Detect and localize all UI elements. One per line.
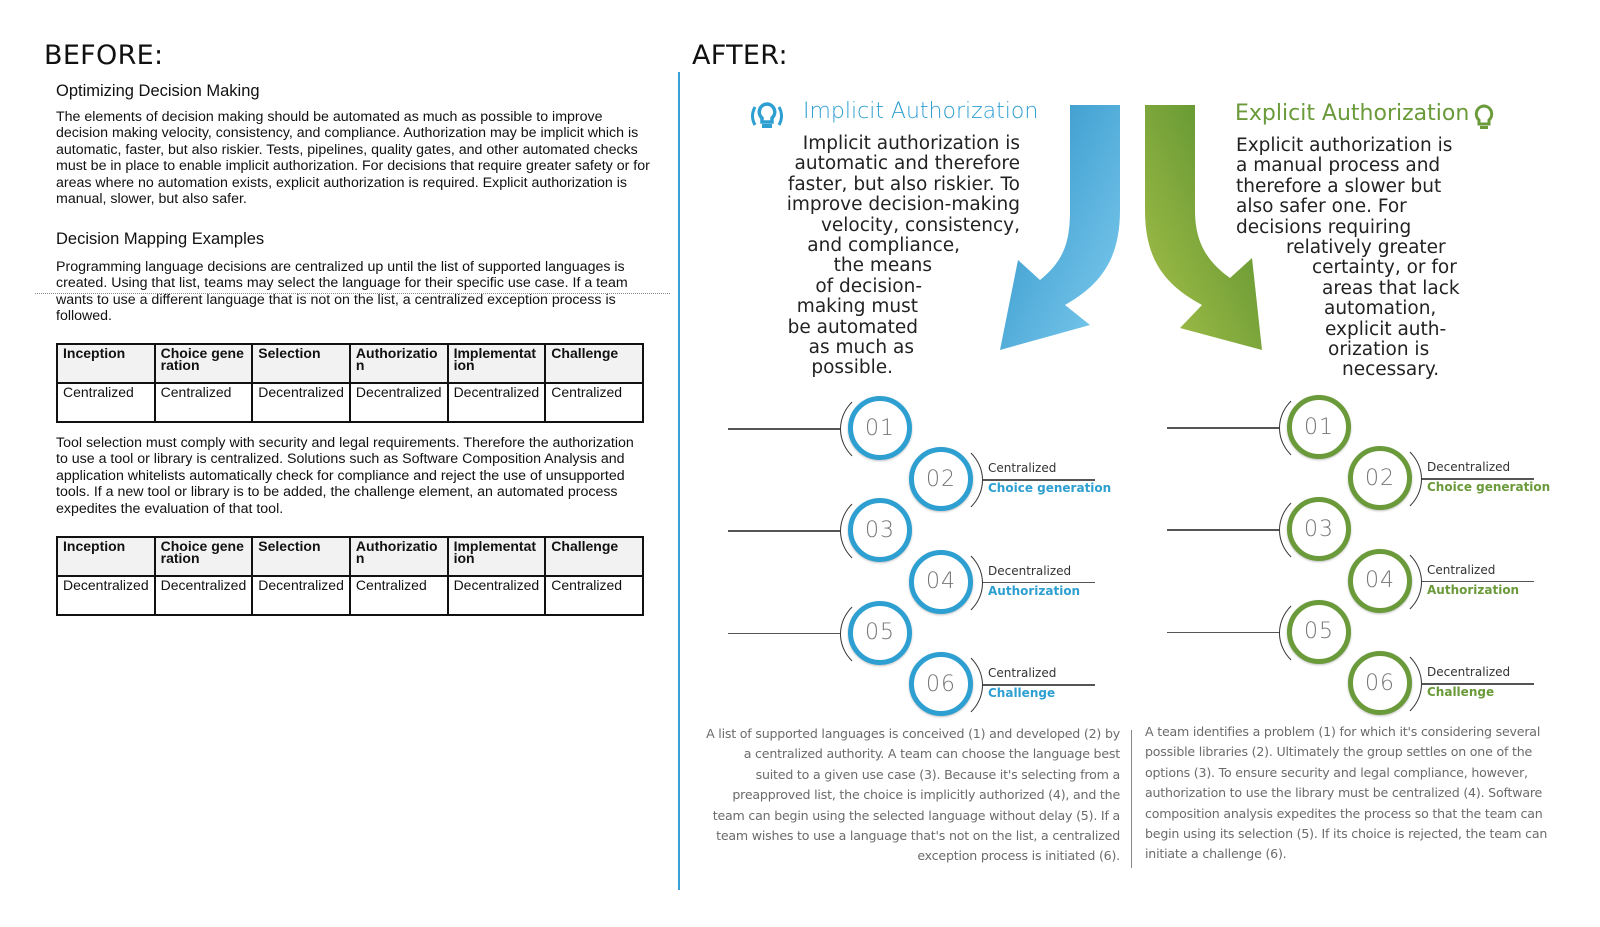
step-number: 06 [926,671,956,697]
table-header: Challenge [545,344,643,383]
example-body: Programming language decisions are centralized up until the list of supported languages is created. Using that list, teams may select the language for their specific use case. If a team wants to use a different language that is not on the list, a centralized exception process is followed. [56,259,628,325]
step-number: 05 [1304,619,1334,645]
step-number: 05 [865,620,895,646]
table-cell: Decentralized [448,383,546,422]
implicit-example: A list of supported languages is conceived (1) and developed (2) by a centralized authority. A team can choose the language best suited to a given use case (3). Because it's selecting from a preapproved list, the choice is implicitly authorized (4), and the team can begin using the selected language without delay (5). If a team wishes to use a language that's not on the list, a centralized exception process is initiated (6). [706,726,1120,864]
description-line: relatively greater [1286,237,1446,259]
step-element: Challenge [988,686,1056,700]
implicit-description-stair [700,134,1020,379]
table-header: Inception [57,344,155,383]
dotted-divider [35,293,670,294]
step-mode: Centralized [1427,562,1496,577]
description-line: Explicit authorization is [1236,135,1453,156]
step-element: Choice generation [1427,480,1551,495]
table-cell: Decentralized [252,383,350,422]
step-mode: Decentralized [1427,665,1511,679]
step-circle [909,447,973,511]
description-line: decisions requiring [1236,216,1412,238]
step-element: Choice generation [988,481,1112,496]
connector-line [1167,632,1279,634]
description-line: necessary. [1342,359,1440,381]
table-row [57,383,643,422]
table-header: Choice generation [155,537,253,576]
connector-line [1167,529,1279,531]
step-element: Authorization [1427,582,1520,597]
step-circle [909,550,973,614]
description-line: automatic and therefore [794,153,1020,175]
description-line: also safer one. For [1236,196,1407,218]
table-cell: Decentralized [252,576,350,615]
step-number: 01 [865,415,895,441]
section-body: The elements of decision making should be automated as much as possible to improve decision making velocity, consistency, and compliance. Authorization may be implicit which is automatic, faster, but also riskier. Tests, pipelines, quality gates, and other automated checks must be in place to enable implicit authorization. For decisions that require greater safety or for areas where no automation exists, explicit authorization is required. Explicit authorization is manual, slower, but also safer. [56,109,650,208]
section-title: Decision Mapping Examples [56,230,265,248]
table-row [57,576,643,615]
description-line: as much as [808,337,914,359]
step-number: 02 [1365,465,1395,491]
step-circle [909,652,973,716]
description-line: improve decision-making [786,194,1020,216]
table-cell: Decentralized [155,576,253,615]
table-header-row [57,537,643,576]
connector-line [728,428,840,430]
explicit-title: Explicit Authorization [1235,101,1470,126]
description-line: possible. [811,357,893,379]
description-line: therefore a slower but [1236,175,1442,197]
table-header: Selection [252,344,350,383]
description-line: of decision- [815,275,922,297]
section-title: Optimizing Decision Making [56,82,260,100]
step-number: 03 [1304,516,1334,542]
table-cell: Centralized [57,383,155,422]
explicit-description-stair [1236,136,1556,381]
step-circle [848,396,912,460]
step-element: Challenge [1427,685,1495,699]
description-line: be automated [787,316,918,338]
explicit-example: A team identifies a problem (1) for which it's considering several possible libraries (2). Ultimately the group settles on one of the options (3). To ensure security and legal compliance, however, authorization to use the library must be centralized (4). Software composition analysis expedites the process so that the team can begin using its selection (5). If its choice is rejected, the team can initiate a challenge (6). [1145,724,1548,862]
lightbulb-glow-icon [749,101,785,131]
table-header-row [57,344,643,383]
table-cell: Decentralized [57,576,155,615]
description-line: a manual process and [1236,155,1441,177]
description-line: orization is [1328,339,1430,361]
description-line: and compliance, [807,235,960,257]
decision-table-1 [56,343,644,423]
table-header: Implementation [448,537,546,576]
description-line: automation, [1324,298,1437,320]
description-line: faster, but also riskier. To [787,173,1020,195]
description-line: making must [796,296,918,318]
table-header: Authorization [350,344,448,383]
table-cell: Centralized [545,576,643,615]
after-heading: AFTER: [692,40,788,71]
step-mode: Decentralized [988,563,1072,578]
lightbulb-icon [1472,104,1496,132]
step-mode: Decentralized [1427,460,1511,475]
description-line: explicit auth- [1325,318,1447,340]
table-header: Choice generation [155,344,253,383]
step-mode: Centralized [988,666,1057,680]
step-circle [848,498,912,562]
step-circle [1287,497,1351,561]
table-header: Implementation [448,344,546,383]
step-circle [1287,395,1351,459]
step-number: 06 [1365,670,1395,696]
before-heading: BEFORE: [44,40,164,71]
description-line: certainty, or for [1312,257,1457,279]
step-number: 04 [1365,568,1395,594]
description-line: Implicit authorization is [802,133,1020,154]
step-circle [1348,549,1412,613]
step-circle [1287,600,1351,664]
step-number: 04 [926,569,956,595]
step-number: 02 [926,466,956,492]
example-body: Tool selection must comply with security and legal requirements. Therefore the authorization to use a tool or library is centralized. Solutions such as Software Composition Analysis and application whitelists automatically check for compliance and reject the use of unsupported tools. If a new tool or library is to be added, the challenge element, an automated process expedites the evaluation of that tool. [56,435,634,517]
description-line: velocity, consistency, [820,214,1020,236]
column-divider [1131,730,1132,868]
implicit-title: Implicit Authorization [803,99,1039,124]
table-header: Selection [252,537,350,576]
description-line: the means [833,255,932,277]
step-circle [848,601,912,665]
description-line: areas that lack [1322,277,1460,299]
decision-table-2 [56,536,644,616]
connector-line [1167,427,1279,429]
step-circle [1348,651,1412,715]
table-header: Challenge [545,537,643,576]
vertical-divider [678,72,680,890]
connector-line [728,633,840,635]
step-mode: Centralized [988,461,1057,476]
table-cell: Decentralized [350,383,448,422]
table-cell: Decentralized [448,576,546,615]
step-circle [1348,446,1412,510]
table-cell: Centralized [545,383,643,422]
connector-line [728,530,840,532]
table-cell: Centralized [155,383,253,422]
table-header: Authorization [350,537,448,576]
step-number: 01 [1304,414,1334,440]
table-cell: Centralized [350,576,448,615]
table-header: Inception [57,537,155,576]
step-element: Authorization [988,583,1081,598]
step-number: 03 [865,517,895,543]
